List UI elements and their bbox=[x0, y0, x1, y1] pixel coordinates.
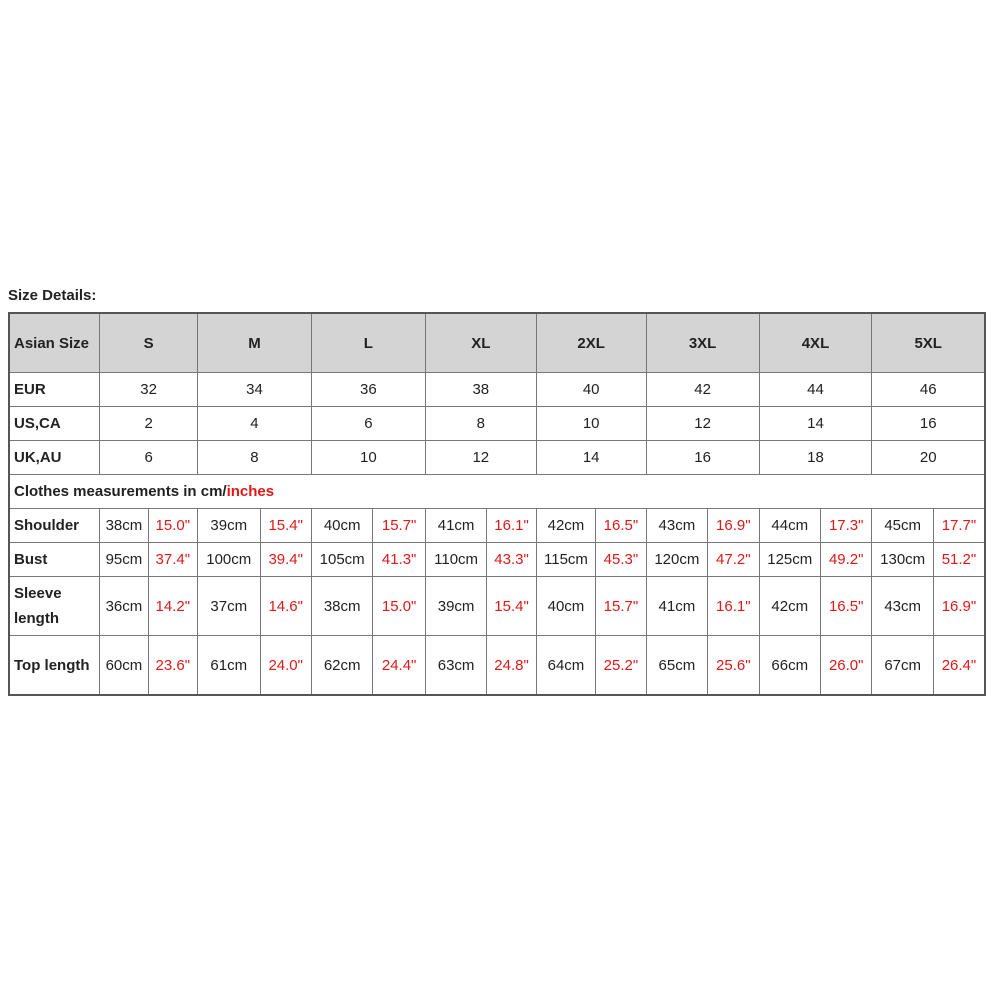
measurement-cm-cell: 65cm bbox=[646, 636, 707, 696]
measurement-cm-cell: 125cm bbox=[759, 543, 820, 577]
measurement-cm-cell: 95cm bbox=[100, 543, 148, 577]
measurement-inch-cell: 16.9" bbox=[708, 509, 759, 543]
measurement-cm-cell: 120cm bbox=[646, 543, 707, 577]
measurement-cm-cell: 63cm bbox=[425, 636, 486, 696]
measurement-cm-cell: 37cm bbox=[198, 577, 261, 636]
measurement-cm-cell: 115cm bbox=[536, 543, 595, 577]
measurement-cm-cell: 60cm bbox=[100, 636, 148, 696]
measurement-inch-cell: 26.0" bbox=[821, 636, 872, 696]
measurement-row bbox=[9, 636, 985, 696]
measurement-cm-cell: 43cm bbox=[872, 577, 933, 636]
section-heading-prefix: Clothes measurements in cm/ bbox=[14, 483, 227, 500]
measurement-cm-cell: 64cm bbox=[536, 636, 595, 696]
measurement-inch-cell: 16.5" bbox=[596, 509, 646, 543]
measurement-inch-cell: 16.5" bbox=[821, 577, 872, 636]
size-header-cell: S bbox=[100, 313, 198, 373]
size-header-cell: M bbox=[198, 313, 312, 373]
measurement-row-label: Bust bbox=[9, 543, 100, 577]
measurement-inch-cell: 24.8" bbox=[487, 636, 536, 696]
measurement-inch-cell: 25.6" bbox=[708, 636, 759, 696]
measurement-inch-cell: 43.3" bbox=[487, 543, 536, 577]
conversion-row-label: EUR bbox=[9, 373, 100, 407]
measurement-inch-cell: 25.2" bbox=[596, 636, 646, 696]
measurement-cm-cell: 41cm bbox=[425, 509, 486, 543]
measurement-inch-cell: 14.2" bbox=[148, 577, 197, 636]
measurement-row-label: Sleeve length bbox=[9, 577, 100, 636]
size-header-cell: 3XL bbox=[646, 313, 759, 373]
size-chart-table bbox=[8, 312, 986, 696]
measurement-cm-cell: 38cm bbox=[100, 509, 148, 543]
measurement-row-label: Shoulder bbox=[9, 509, 100, 543]
asian-size-label: Asian Size bbox=[9, 313, 100, 373]
measurements-section-row bbox=[9, 475, 985, 509]
measurement-cm-cell: 61cm bbox=[198, 636, 261, 696]
measurement-inch-cell: 15.4" bbox=[487, 577, 536, 636]
measurement-cm-cell: 62cm bbox=[311, 636, 372, 696]
measurement-inch-cell: 15.7" bbox=[596, 577, 646, 636]
measurement-row bbox=[9, 543, 985, 577]
measurement-inch-cell: 45.3" bbox=[596, 543, 646, 577]
measurement-inch-cell: 37.4" bbox=[148, 543, 197, 577]
measurement-cm-cell: 67cm bbox=[872, 636, 933, 696]
conversion-cell: 20 bbox=[872, 441, 985, 475]
conversion-row bbox=[9, 373, 985, 407]
measurement-row-label: Top length bbox=[9, 636, 100, 696]
conversion-cell: 16 bbox=[872, 407, 985, 441]
measurement-inch-cell: 15.4" bbox=[260, 509, 311, 543]
section-heading-inches: inches bbox=[226, 483, 275, 500]
measurement-inch-cell: 51.2" bbox=[933, 543, 985, 577]
measurement-cm-cell: 130cm bbox=[872, 543, 933, 577]
size-header-cell: 5XL bbox=[872, 313, 985, 373]
measurement-inch-cell: 49.2" bbox=[821, 543, 872, 577]
measurement-cm-cell: 41cm bbox=[646, 577, 707, 636]
measurement-inch-cell: 47.2" bbox=[708, 543, 759, 577]
measurement-row bbox=[9, 509, 985, 543]
conversion-row-label: UK,AU bbox=[9, 441, 100, 475]
measurement-cm-cell: 39cm bbox=[425, 577, 486, 636]
size-details-title: Size Details: bbox=[8, 287, 97, 304]
measurement-inch-cell: 17.3" bbox=[821, 509, 872, 543]
measurement-inch-cell: 14.6" bbox=[260, 577, 311, 636]
conversion-row bbox=[9, 441, 985, 475]
conversion-cell: 14 bbox=[536, 441, 646, 475]
conversion-cell: 8 bbox=[425, 407, 536, 441]
conversion-cell: 42 bbox=[646, 373, 759, 407]
measurement-inch-cell: 15.0" bbox=[148, 509, 197, 543]
conversion-cell: 12 bbox=[646, 407, 759, 441]
conversion-cell: 14 bbox=[759, 407, 872, 441]
conversion-cell: 10 bbox=[311, 441, 425, 475]
measurement-inch-cell: 16.1" bbox=[708, 577, 759, 636]
size-header-cell: L bbox=[311, 313, 425, 373]
measurement-cm-cell: 43cm bbox=[646, 509, 707, 543]
conversion-cell: 8 bbox=[198, 441, 312, 475]
size-header-cell: 4XL bbox=[759, 313, 872, 373]
measurement-inch-cell: 39.4" bbox=[260, 543, 311, 577]
conversion-cell: 44 bbox=[759, 373, 872, 407]
measurement-inch-cell: 15.7" bbox=[373, 509, 425, 543]
measurement-cm-cell: 38cm bbox=[311, 577, 372, 636]
measurement-cm-cell: 44cm bbox=[759, 509, 820, 543]
measurement-inch-cell: 16.1" bbox=[487, 509, 536, 543]
size-header-cell: XL bbox=[425, 313, 536, 373]
conversion-cell: 6 bbox=[311, 407, 425, 441]
conversion-cell: 10 bbox=[536, 407, 646, 441]
conversion-cell: 6 bbox=[100, 441, 198, 475]
conversion-cell: 34 bbox=[198, 373, 312, 407]
conversion-cell: 2 bbox=[100, 407, 198, 441]
measurement-cm-cell: 36cm bbox=[100, 577, 148, 636]
measurement-cm-cell: 42cm bbox=[536, 509, 595, 543]
measurement-inch-cell: 26.4" bbox=[933, 636, 985, 696]
measurement-cm-cell: 40cm bbox=[311, 509, 372, 543]
measurement-cm-cell: 66cm bbox=[759, 636, 820, 696]
size-header-cell: 2XL bbox=[536, 313, 646, 373]
conversion-cell: 32 bbox=[100, 373, 198, 407]
measurement-cm-cell: 45cm bbox=[872, 509, 933, 543]
conversion-cell: 18 bbox=[759, 441, 872, 475]
measurement-inch-cell: 23.6" bbox=[148, 636, 197, 696]
conversion-cell: 16 bbox=[646, 441, 759, 475]
measurement-row bbox=[9, 577, 985, 636]
conversion-cell: 4 bbox=[198, 407, 312, 441]
measurements-section-heading bbox=[9, 475, 985, 509]
conversion-cell: 40 bbox=[536, 373, 646, 407]
measurement-cm-cell: 110cm bbox=[425, 543, 486, 577]
measurement-cm-cell: 42cm bbox=[759, 577, 820, 636]
conversion-cell: 36 bbox=[311, 373, 425, 407]
size-header-row bbox=[9, 313, 985, 373]
measurement-cm-cell: 105cm bbox=[311, 543, 372, 577]
measurement-inch-cell: 16.9" bbox=[933, 577, 985, 636]
measurement-inch-cell: 15.0" bbox=[373, 577, 425, 636]
conversion-row bbox=[9, 407, 985, 441]
measurement-inch-cell: 24.0" bbox=[260, 636, 311, 696]
measurement-cm-cell: 100cm bbox=[198, 543, 261, 577]
measurement-cm-cell: 39cm bbox=[198, 509, 261, 543]
conversion-cell: 38 bbox=[425, 373, 536, 407]
conversion-cell: 12 bbox=[425, 441, 536, 475]
measurement-inch-cell: 24.4" bbox=[373, 636, 425, 696]
conversion-row-label: US,CA bbox=[9, 407, 100, 441]
measurement-inch-cell: 17.7" bbox=[933, 509, 985, 543]
measurement-inch-cell: 41.3" bbox=[373, 543, 425, 577]
conversion-cell: 46 bbox=[872, 373, 985, 407]
measurement-cm-cell: 40cm bbox=[536, 577, 595, 636]
